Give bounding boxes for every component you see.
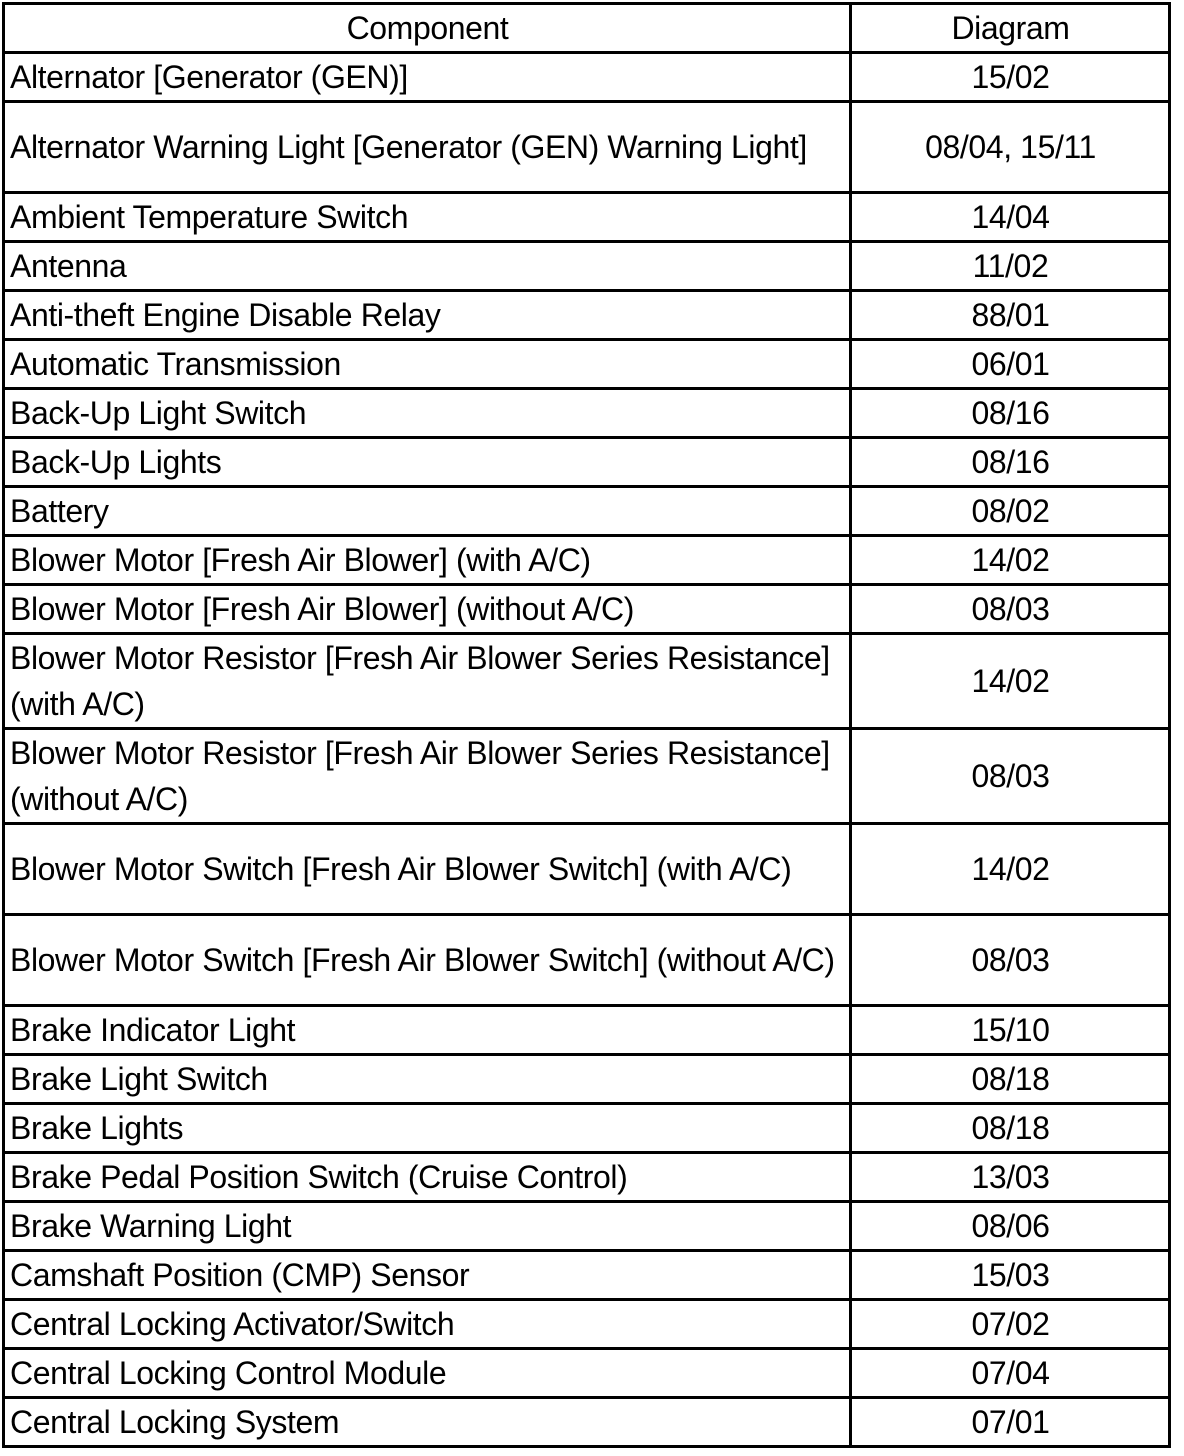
table-row xyxy=(4,53,1170,102)
table-row xyxy=(4,1153,1170,1202)
diagram-cell: 14/02 xyxy=(851,824,1170,915)
diagram-cell: 14/02 xyxy=(851,536,1170,585)
table-row xyxy=(4,389,1170,438)
table-row xyxy=(4,1104,1170,1153)
component-cell: Blower Motor Switch [Fresh Air Blower Switch] (without A/C) xyxy=(4,915,851,1006)
component-cell: Blower Motor Switch [Fresh Air Blower Switch] (with A/C) xyxy=(4,824,851,915)
diagram-cell: 08/03 xyxy=(851,915,1170,1006)
component-cell: Brake Pedal Position Switch (Cruise Control) xyxy=(4,1153,851,1202)
diagram-cell: 08/03 xyxy=(851,729,1170,824)
table-row xyxy=(4,291,1170,340)
table-row xyxy=(4,634,1170,729)
column-header-component: Component xyxy=(4,4,851,53)
diagram-cell: 08/18 xyxy=(851,1104,1170,1153)
column-header-diagram: Diagram xyxy=(851,4,1170,53)
component-cell: Brake Indicator Light xyxy=(4,1006,851,1055)
table-row xyxy=(4,102,1170,193)
table-row xyxy=(4,1055,1170,1104)
table-row xyxy=(4,1006,1170,1055)
table-row xyxy=(4,340,1170,389)
component-cell: Anti-theft Engine Disable Relay xyxy=(4,291,851,340)
component-cell: Blower Motor Resistor [Fresh Air Blower Series Resistance] (without A/C) xyxy=(4,729,851,824)
component-cell: Central Locking Control Module xyxy=(4,1349,851,1398)
table-row xyxy=(4,1202,1170,1251)
component-cell: Blower Motor [Fresh Air Blower] (with A/C) xyxy=(4,536,851,585)
component-cell: Camshaft Position (CMP) Sensor xyxy=(4,1251,851,1300)
diagram-cell: 08/16 xyxy=(851,389,1170,438)
component-cell: Central Locking System xyxy=(4,1398,851,1447)
header-row xyxy=(4,4,1170,53)
table-row xyxy=(4,536,1170,585)
component-cell: Battery xyxy=(4,487,851,536)
table-row xyxy=(4,1251,1170,1300)
diagram-cell: 14/04 xyxy=(851,193,1170,242)
table-row xyxy=(4,438,1170,487)
diagram-cell: 07/04 xyxy=(851,1349,1170,1398)
table-row xyxy=(4,193,1170,242)
component-cell: Back-Up Lights xyxy=(4,438,851,487)
component-cell: Brake Light Switch xyxy=(4,1055,851,1104)
diagram-cell: 15/02 xyxy=(851,53,1170,102)
diagram-cell: 11/02 xyxy=(851,242,1170,291)
component-cell: Alternator Warning Light [Generator (GEN) Warning Light] xyxy=(4,102,851,193)
component-cell: Blower Motor Resistor [Fresh Air Blower Series Resistance] (with A/C) xyxy=(4,634,851,729)
diagram-cell: 14/02 xyxy=(851,634,1170,729)
table-row xyxy=(4,585,1170,634)
component-diagram-table xyxy=(2,2,1171,1448)
diagram-cell: 07/01 xyxy=(851,1398,1170,1447)
diagram-cell: 15/10 xyxy=(851,1006,1170,1055)
component-cell: Antenna xyxy=(4,242,851,291)
component-cell: Brake Lights xyxy=(4,1104,851,1153)
diagram-cell: 08/16 xyxy=(851,438,1170,487)
component-cell: Alternator [Generator (GEN)] xyxy=(4,53,851,102)
diagram-cell: 08/03 xyxy=(851,585,1170,634)
component-cell: Central Locking Activator/Switch xyxy=(4,1300,851,1349)
diagram-cell: 88/01 xyxy=(851,291,1170,340)
table-row xyxy=(4,1300,1170,1349)
component-cell: Ambient Temperature Switch xyxy=(4,193,851,242)
diagram-cell: 07/02 xyxy=(851,1300,1170,1349)
diagram-cell: 08/18 xyxy=(851,1055,1170,1104)
diagram-cell: 08/04, 15/11 xyxy=(851,102,1170,193)
table-row xyxy=(4,242,1170,291)
table-row xyxy=(4,915,1170,1006)
table-row xyxy=(4,1349,1170,1398)
component-cell: Blower Motor [Fresh Air Blower] (without A/C) xyxy=(4,585,851,634)
component-index xyxy=(2,2,1168,1448)
diagram-cell: 06/01 xyxy=(851,340,1170,389)
table-row xyxy=(4,1398,1170,1447)
table-row xyxy=(4,824,1170,915)
diagram-cell: 15/03 xyxy=(851,1251,1170,1300)
table-row xyxy=(4,729,1170,824)
table-row xyxy=(4,487,1170,536)
diagram-cell: 13/03 xyxy=(851,1153,1170,1202)
component-cell: Brake Warning Light xyxy=(4,1202,851,1251)
diagram-cell: 08/06 xyxy=(851,1202,1170,1251)
component-cell: Back-Up Light Switch xyxy=(4,389,851,438)
diagram-cell: 08/02 xyxy=(851,487,1170,536)
component-cell: Automatic Transmission xyxy=(4,340,851,389)
